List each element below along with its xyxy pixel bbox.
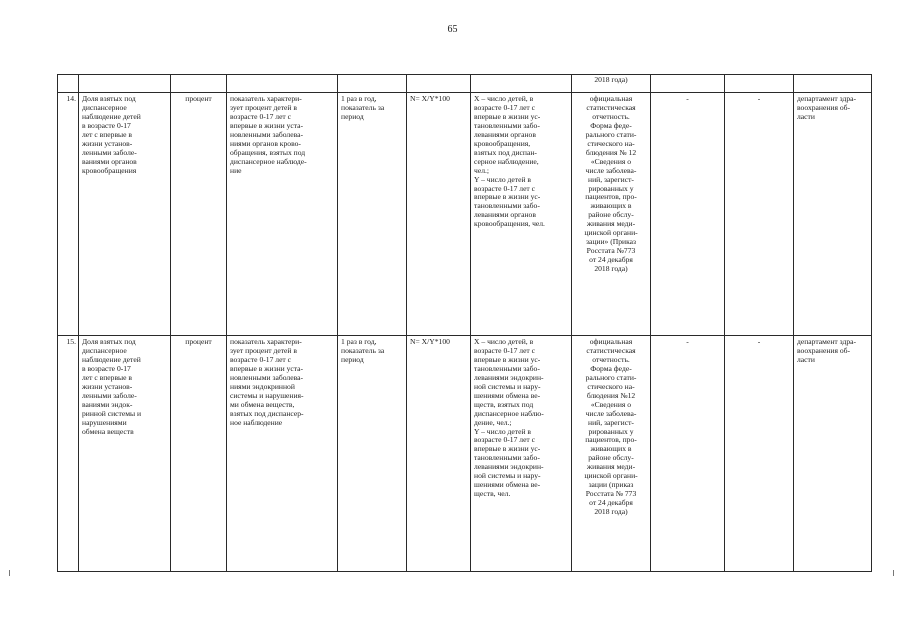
table-cell <box>725 75 794 93</box>
unit-cell: процент <box>171 336 227 572</box>
table-cell <box>794 75 872 93</box>
table-cell <box>471 75 572 93</box>
responsible-cell: департамент здра- воохранения об- ласти <box>794 336 872 572</box>
unit-cell: процент <box>171 93 227 336</box>
responsible-cell: департамент здра- воохранения об- ласти <box>794 93 872 336</box>
table-row <box>58 336 872 572</box>
scan-mark <box>893 570 894 576</box>
source-cell: 2018 года) <box>572 75 651 93</box>
table-cell <box>338 75 407 93</box>
table-cell <box>58 75 79 93</box>
table-cell <box>407 75 471 93</box>
scan-mark <box>9 570 10 576</box>
table-cell <box>651 75 725 93</box>
indicator-name: Доля взятых под диспансерное наблюдение детей в возрасте 0-17 лет с впервые в жизни установ- ленными заболе- ваниями эндок- ринной системы и нарушениями обмена веществ <box>79 336 171 572</box>
table-row <box>58 93 872 336</box>
indicator-table <box>57 74 872 572</box>
dash-cell: - <box>725 93 794 336</box>
periodicity-cell: 1 раз в год, показатель за период <box>338 93 407 336</box>
page-number: 65 <box>447 24 458 35</box>
table-cell <box>227 75 338 93</box>
variables-cell: X – число детей, в возрасте 0-17 лет с впервые в жизни ус- тановленными забо- леваниями органов кровообращения, взятых под диспан- серное наблюдение, чел.; Y – число детей в возрасте 0-17 лет с впервые в жизни ус- тановленными забо- леваниями органов кровообращения, чел. <box>471 93 572 336</box>
dash-cell: - <box>725 336 794 572</box>
table-cell <box>79 75 171 93</box>
description-cell: показатель характери- зует процент детей в возрасте 0-17 лет с впервые в жизни уста- новленными заболева- ниями эндокринной системы и нарушения- ми обмена веществ, взятых под диспансер- ное наблюдение <box>227 336 338 572</box>
row-number: 14. <box>58 93 79 336</box>
dash-cell: - <box>651 93 725 336</box>
source-cell: официальная статистическая отчетность. Форма феде- рального стати- стического на- блюдения № 12 «Сведения о числе заболева- ний, зарегист- рированных у пациентов, про- живающих в районе обслу- живания меди- цинской органи- зации» (Приказ Росстата №773 от 24 декабря 2018 года) <box>572 93 651 336</box>
indicator-name: Доля взятых под диспансерное наблюдение детей в возрасте 0-17 лет с впервые в жизни установ- ленными заболе- ваниями органов кровообращения <box>79 93 171 336</box>
variables-cell: X – число детей, в возрасте 0-17 лет с впервые в жизни ус- тановленными забо- леваниями эндокрин- ной системы и нару- шениями обмена ве- ществ, взятых под диспансерное наблю- дение, чел.; Y – число детей в возрасте 0-17 лет с впервые в жизни ус- тановленными забо- леваниями эндокрин- ной системы и нару- шениями обмена ве- ществ, чел. <box>471 336 572 572</box>
description-cell: показатель характери- зует процент детей в возрасте 0-17 лет с впервые в жизни уста- новленными заболева- ниями органов крово- обращения, взятых под диспансерное наблюде- ние <box>227 93 338 336</box>
dash-cell: - <box>651 336 725 572</box>
table-cell <box>171 75 227 93</box>
periodicity-cell: 1 раз в год, показатель за период <box>338 336 407 572</box>
formula-cell: N= X/Y*100 <box>407 93 471 336</box>
formula-cell: N= X/Y*100 <box>407 336 471 572</box>
source-cell: официальная статистическая отчетность. Форма феде- рального стати- стического на- блюдения №12 «Сведения о числе заболева- ний, зарегист- рированных у пациентов, про- живающих в районе обслу- живания меди- цинской органи- зации (приказ Росстата № 773 от 24 декабря 2018 года) <box>572 336 651 572</box>
table-continuation-row <box>58 75 872 93</box>
row-number: 15. <box>58 336 79 572</box>
